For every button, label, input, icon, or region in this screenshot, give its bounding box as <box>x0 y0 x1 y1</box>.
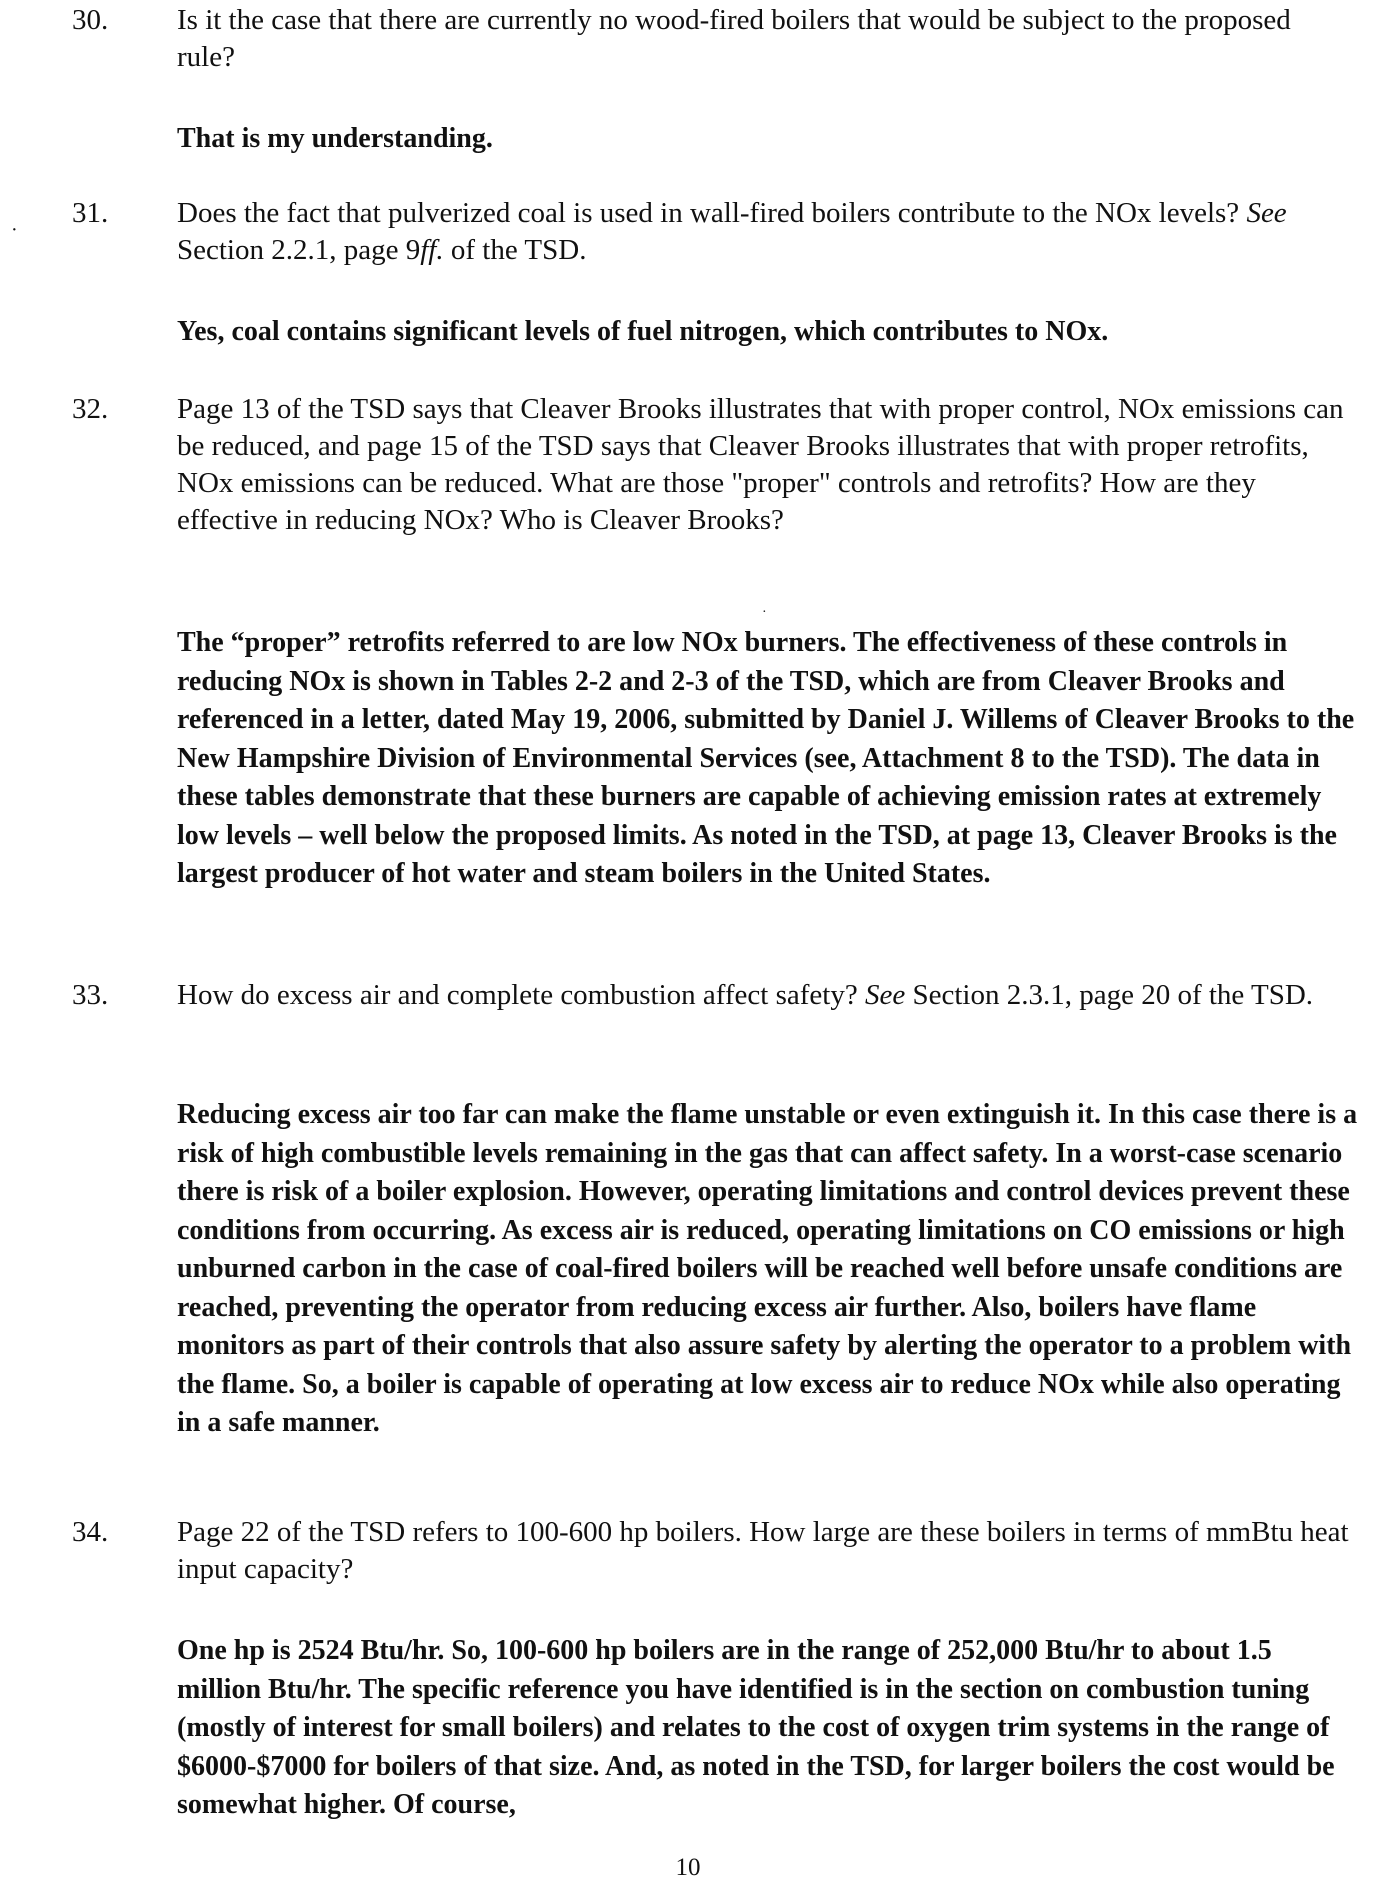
question-text: Is it the case that there are currently no wood-fired boilers that would be subject to the proposed rule? <box>177 4 1291 73</box>
question-number: 30. <box>72 4 109 36</box>
answer-text: Yes, coal contains significant levels of fuel nitrogen, which contributes to NOx. <box>177 316 1109 347</box>
answer-text: One hp is 2524 Btu/hr. So, 100-600 hp boilers are in the range of 252,000 Btu/hr to about 1.5 million Btu/hr. The specific reference you have identified is in the section on combustion tuning (mostly of interest for small boilers) and relates to the cost of oxygen trim systems in the range of $6000-$7000 for boilers of that size. And, as noted in the TSD, for larger boilers the cost would be somewhat higher. Of course, <box>177 1635 1335 1820</box>
answer-text: The “proper” retrofits referred to are low NOx burners. The effectiveness of these controls in reducing NOx is shown in Tables 2-2 and 2-3 of the TSD, which are from Cleaver Brooks and referenced in a letter, dated May 19, 2006, submitted by Daniel J. Willems of Cleaver Brooks to the New Hampshire Division of Environmental Services (see, Attachment 8 to the TSD). The data in these tables demonstrate that these burners are capable of achieving emission rates at extremely low levels – well below the proposed limits. As noted in the TSD, at page 13, Cleaver Brooks is the largest producer of hot water and steam boilers in the United States. <box>177 627 1355 889</box>
question-text <box>177 195 1352 269</box>
question-text: Page 13 of the TSD says that Cleaver Brooks illustrates that with proper control, NOx emissions can be reduced, and page 15 of the TSD says that Cleaver Brooks illustrates that with proper retrofits, NOx emissions can be reduced. What are those "proper" controls and retrofits? How are they effective in reducing NOx? Who is Cleaver Brooks? <box>177 393 1344 536</box>
question-text-part: Section 2.2.1, page 9 <box>177 234 421 266</box>
question-text: Page 22 of the TSD refers to 100-600 hp boilers. How large are these boilers in terms of mmBtu heat input capacity? <box>177 1516 1349 1585</box>
question-number: 34. <box>72 1516 109 1548</box>
stray-scan-mark: · <box>11 219 18 241</box>
question-text-part: of the TSD. <box>450 234 587 266</box>
question-number: 31. <box>72 197 109 229</box>
see-reference: See <box>1246 197 1287 229</box>
page-number: 10 <box>675 1854 701 1881</box>
answer-text: That is my understanding. <box>177 123 493 154</box>
see-reference: See <box>864 979 906 1011</box>
question-number: 33. <box>72 979 109 1011</box>
ff-reference: ff. <box>420 234 444 266</box>
question-text-part: Does the fact that pulverized coal is used in wall-fired boilers contribute to the NOx levels? <box>177 197 1240 229</box>
question-text <box>177 977 1352 1014</box>
answer-text: Reducing excess air too far can make the flame unstable or even extinguish it. In this case there is a risk of high combustible levels remaining in the gas that can affect safety. In a worst-case scenario there is risk of a boiler explosion. However, operating limitations and control devices prevent these conditions from occurring. As excess air is reduced, operating limitations on CO emissions or high unburned carbon in the case of coal-fired boilers will be reached well before unsafe conditions are reached, preventing the operator from reducing excess air further. Also, boilers have flame monitors as part of their controls that also assure safety by alerting the operator to a problem with the flame. So, a boiler is capable of operating at low excess air to reduce NOx while also operating in a safe manner. <box>177 1099 1358 1438</box>
question-text-part: How do excess air and complete combustion affect safety? <box>177 979 858 1011</box>
question-number: 32. <box>72 393 109 425</box>
stray-scan-dot: · <box>762 605 767 620</box>
question-text-part: Section 2.3.1, page 20 of the TSD. <box>912 979 1314 1011</box>
